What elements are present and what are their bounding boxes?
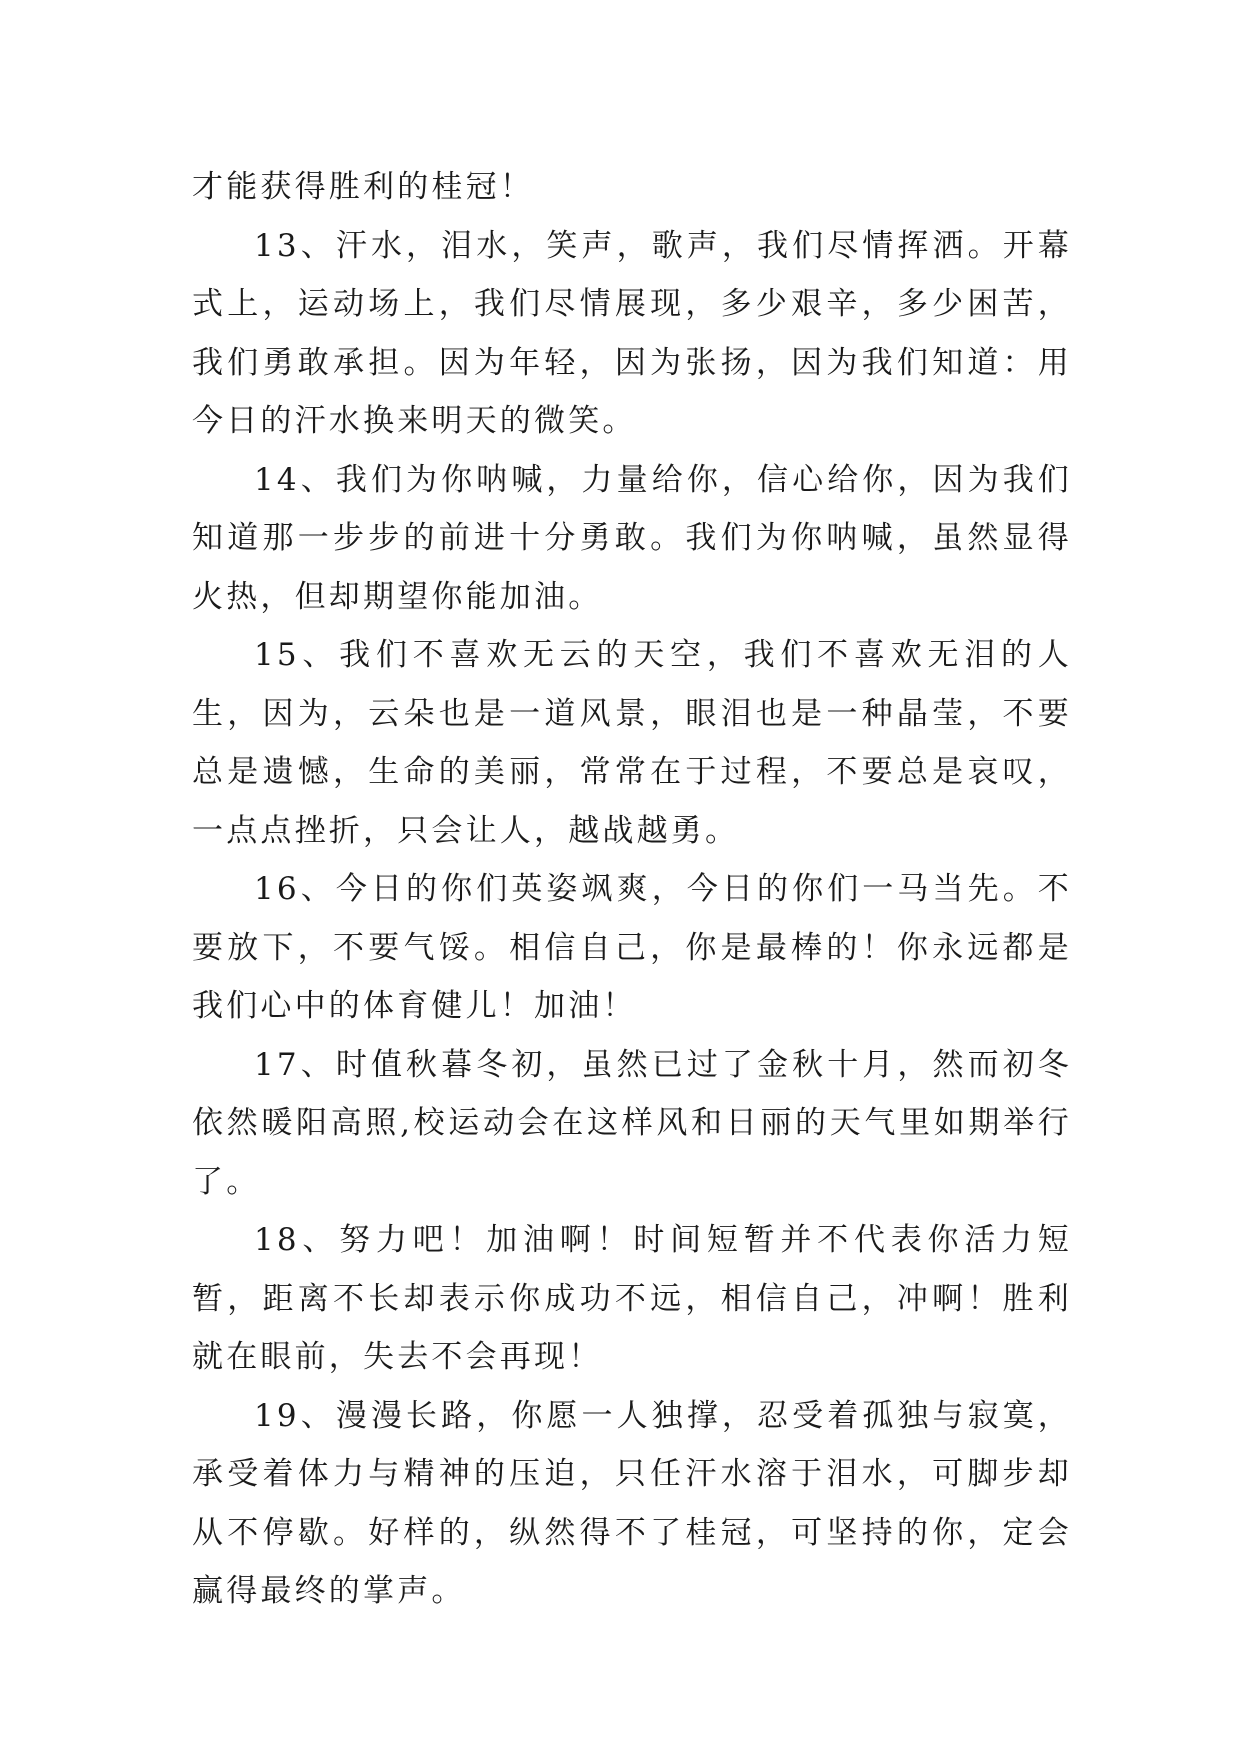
document-body [192, 158, 1072, 1621]
paragraph-19: 19、漫漫长路，你愿一人独撑，忍受着孤独与寂寞，承受着体力与精神的压迫，只任汗水溶于泪水，可脚步却从不停歇。好样的，纵然得不了桂冠，可坚持的你，定会赢得最终的掌声。 [192, 1397, 1072, 1609]
paragraph-15: 15、我们不喜欢无云的天空，我们不喜欢无泪的人生，因为，云朵也是一道风景，眼泪也是一种晶莹，不要总是遗憾，生命的美丽，常常在于过程，不要总是哀叹，一点点挫折，只会让人，越战越勇。 [192, 637, 1072, 849]
paragraph-17: 17、时值秋暮冬初，虽然已过了金秋十月，然而初冬依然暖阳高照,校运动会在这样风和日丽的天气里如期举行了。 [192, 1046, 1072, 1200]
paragraph-14: 14、我们为你呐喊，力量给你，信心给你，因为我们知道那一步步的前进十分勇敢。我们为你呐喊，虽然显得火热，但却期望你能加油。 [192, 461, 1072, 615]
paragraph-16: 16、今日的你们英姿飒爽，今日的你们一马当先。不要放下，不要气馁。相信自己，你是最棒的！你永远都是我们心中的体育健儿！加油！ [192, 871, 1072, 1024]
paragraph-18: 18、努力吧！加油啊！时间短暂并不代表你活力短暂，距离不长却表示你成功不远，相信自己，冲啊！胜利就在眼前，失去不会再现！ [192, 1222, 1072, 1375]
paragraph-13: 13、汗水，泪水，笑声，歌声，我们尽情挥洒。开幕式上，运动场上，我们尽情展现，多少艰辛，多少困苦，我们勇敢承担。因为年轻，因为张扬，因为我们知道：用今日的汗水换来明天的微笑。 [192, 227, 1072, 439]
paragraph-continuation: 才能获得胜利的桂冠！ [192, 169, 534, 205]
